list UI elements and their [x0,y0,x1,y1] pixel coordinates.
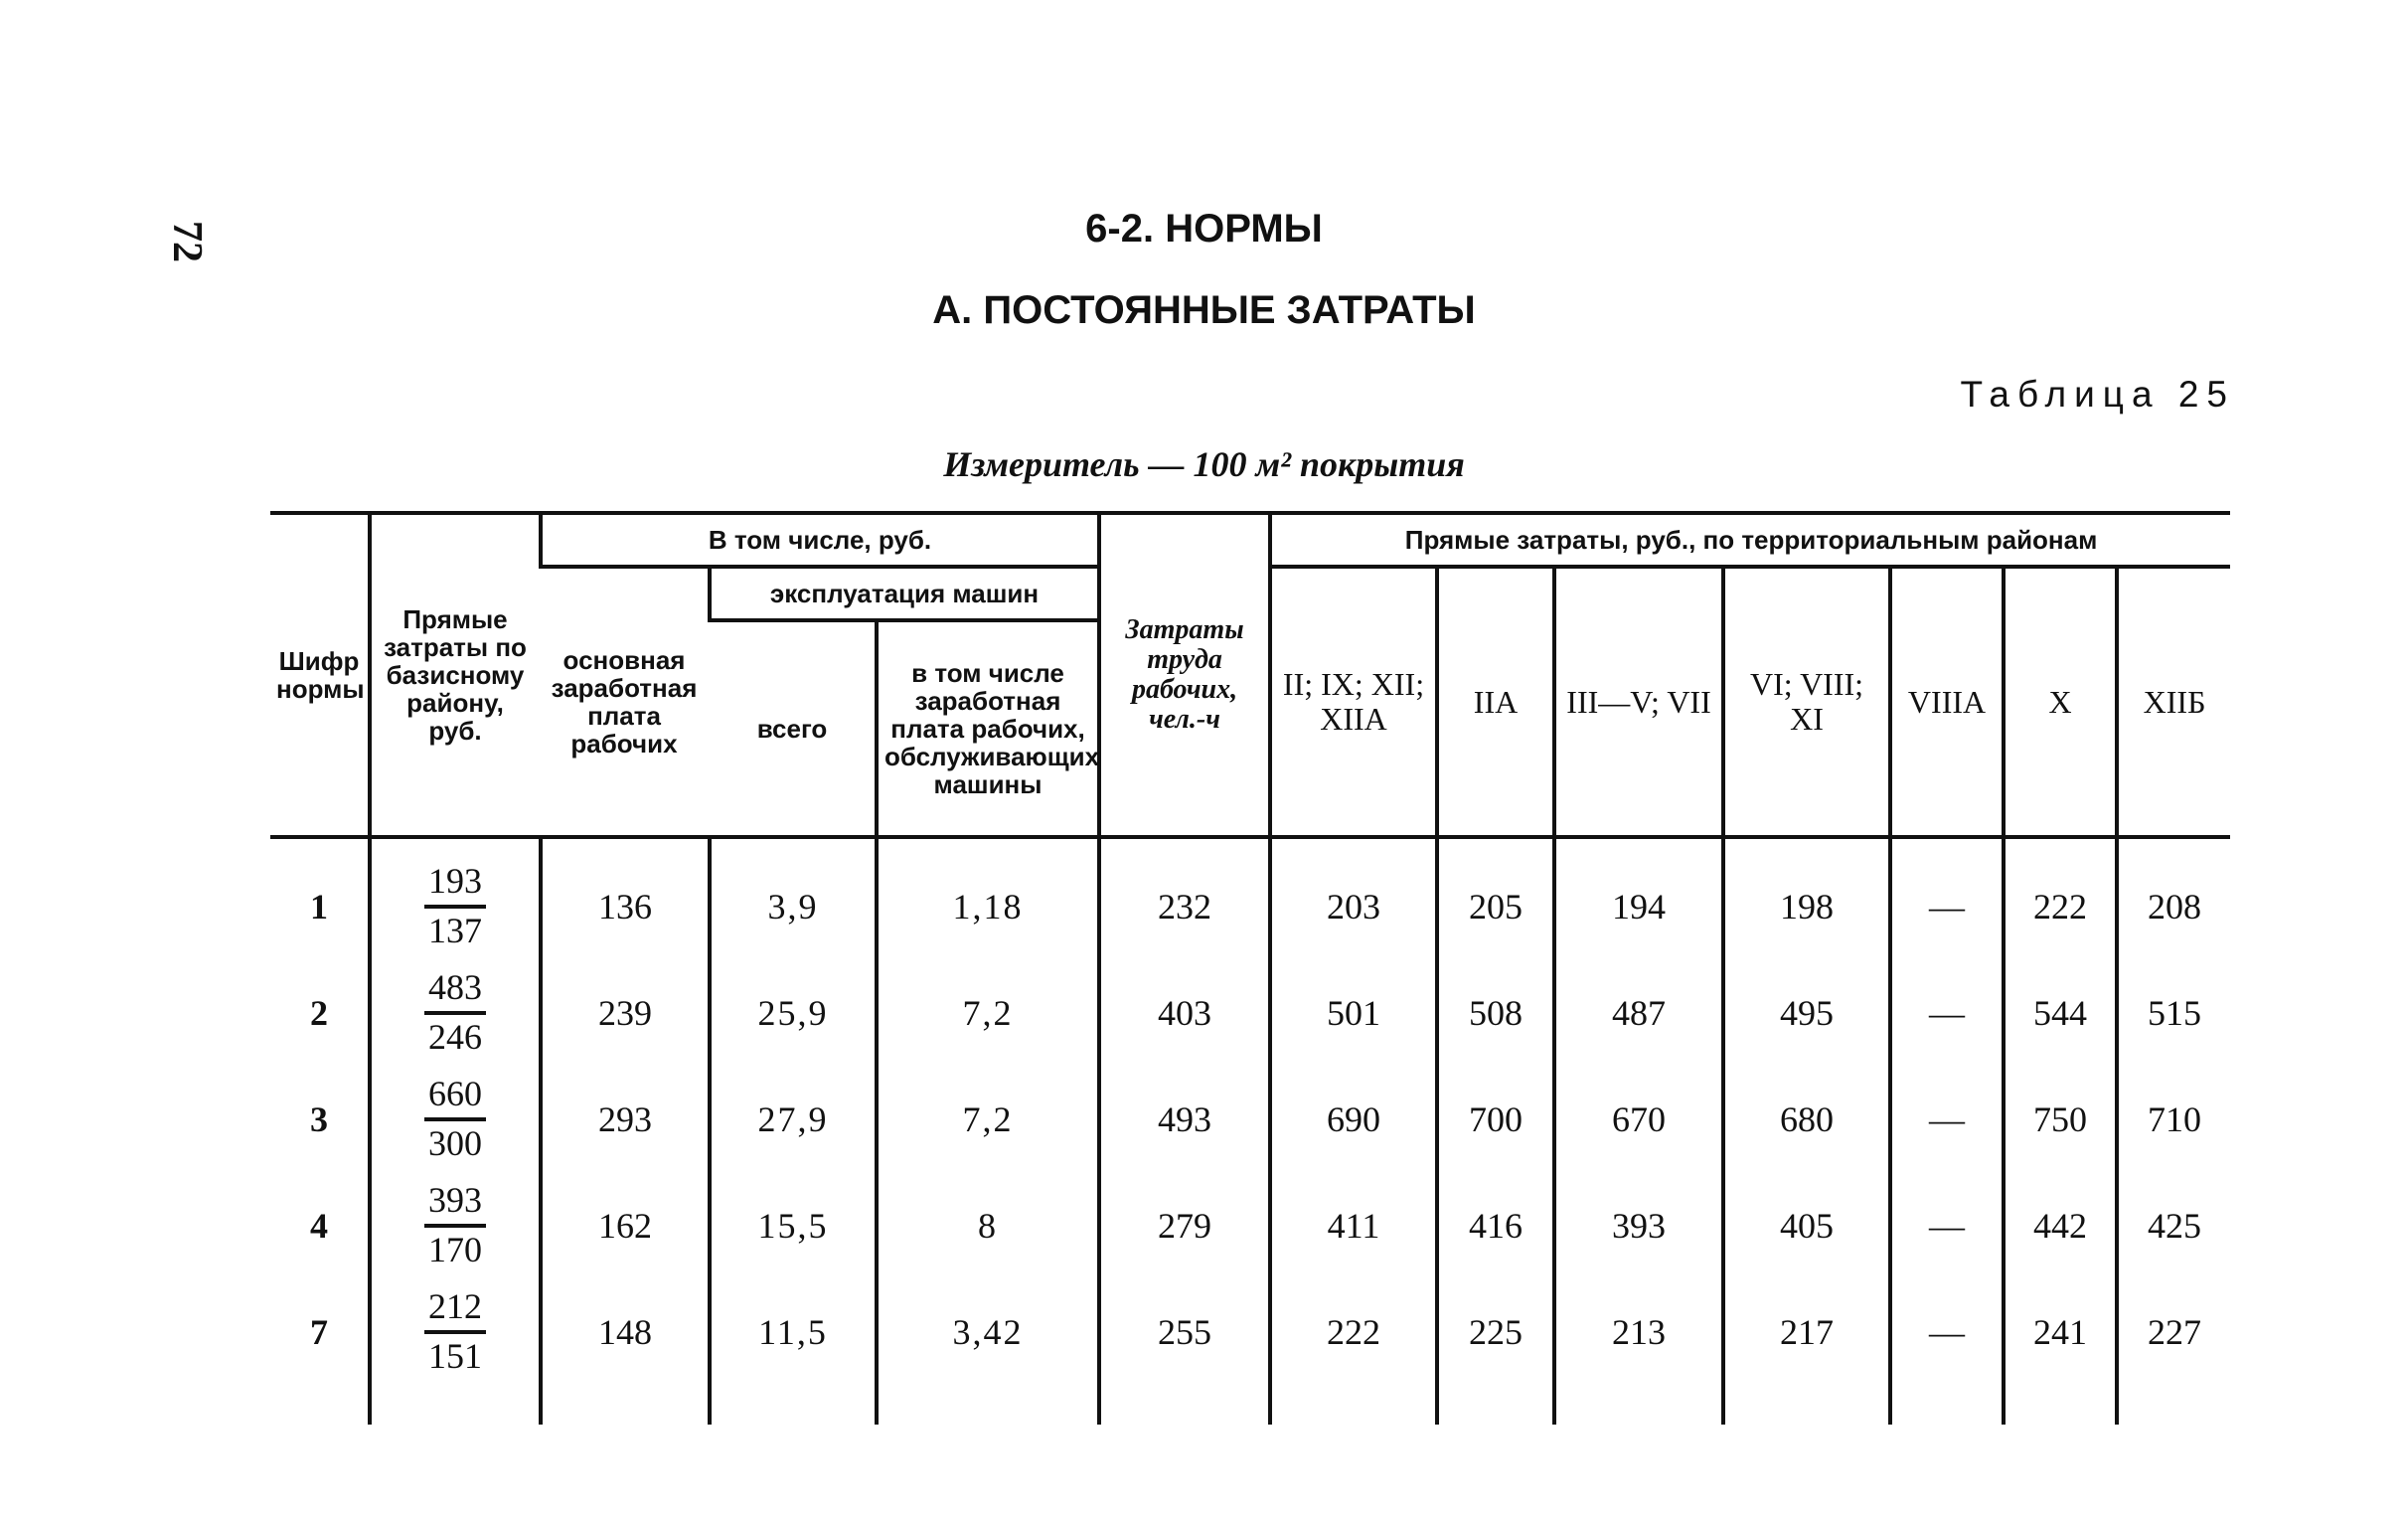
cell-region-5: — [1890,1172,2004,1278]
table-body [270,837,2230,1425]
cell-wage: 293 [541,1066,710,1172]
cell-region-2: 416 [1437,1172,1554,1278]
cell-region-1: 222 [1270,1278,1437,1385]
cell-region-3: 194 [1554,837,1723,959]
cell-code: 2 [310,992,328,1033]
direct-cost-fraction [424,967,486,1058]
cell-region-7: 208 [2117,837,2230,959]
cell-direct-base [370,837,541,959]
cell-machine-total: 3,9 [710,837,877,959]
header-region-1: II; IX; XII; XIIА [1270,567,1437,837]
table-row [270,1172,2230,1278]
norms-table-container [270,511,2230,1425]
direct-cost-total: 483 [424,967,486,1014]
cell-region-4: 680 [1723,1066,1890,1172]
unit-caption: Измеритель — 100 м² покрытия [943,444,1465,484]
cell-region-5: — [1890,1278,2004,1385]
spacer-cell [877,1385,1099,1425]
cell-direct-base [370,1066,541,1172]
direct-cost-wage-part: 246 [428,1016,482,1057]
header-incl-group: В том числе, руб. [541,513,1099,567]
table-label: Таблица 25 [1960,374,2235,415]
cell-region-7: 227 [2117,1278,2230,1385]
header-labor: Затраты труда рабочих, чел.-ч [1099,513,1270,837]
spacer-cell [1890,1385,2004,1425]
cell-region-1: 203 [1270,837,1437,959]
cell-region-1: 411 [1270,1172,1437,1278]
cell-region-1: 690 [1270,1066,1437,1172]
header-machine-group: эксплуатация машин [710,567,1099,620]
header-region-3: III—V; VII [1554,567,1723,837]
cell-region-5: — [1890,837,2004,959]
direct-cost-wage-part: 151 [428,1335,482,1376]
spacer-cell [1270,1385,1437,1425]
cell-machine-total: 11,5 [710,1278,877,1385]
direct-cost-total: 393 [424,1180,486,1227]
direct-cost-total: 193 [424,861,486,908]
direct-cost-fraction [424,1074,486,1164]
cell-machine-wage: 8 [877,1172,1099,1278]
cell-machine-total: 27,9 [710,1066,877,1172]
cell-machine-wage: 3,42 [877,1278,1099,1385]
direct-cost-wage-part: 170 [428,1229,482,1269]
cell-machine-total: 25,9 [710,959,877,1066]
cell-direct-base [370,1172,541,1278]
cell-region-6: 222 [2004,837,2117,959]
cell-labor: 279 [1099,1172,1270,1278]
cell-code: 3 [310,1098,328,1139]
direct-cost-wage-part: 137 [428,910,482,950]
cell-region-6: 442 [2004,1172,2117,1278]
cell-region-2: 205 [1437,837,1554,959]
page-number: 72 [164,221,210,262]
header-machine-total: всего [710,620,877,837]
cell-labor: 403 [1099,959,1270,1066]
cell-region-5: — [1890,1066,2004,1172]
spacer-cell [541,1385,710,1425]
norms-table [270,511,2230,1425]
header-region-4: VI; VIII; XI [1723,567,1890,837]
spacer-cell [2004,1385,2117,1425]
cell-region-3: 213 [1554,1278,1723,1385]
header-region-6: X [2004,567,2117,837]
header-machine-wage: в том числе заработная плата рабочих, обслуживающих машины [877,620,1099,837]
spacer-cell [1554,1385,1723,1425]
cell-machine-wage: 7,2 [877,959,1099,1066]
section-title: 6-2. НОРМЫ [1085,207,1323,251]
direct-cost-wage-part: 300 [428,1122,482,1163]
cell-region-3: 670 [1554,1066,1723,1172]
header-region-7: XIIБ [2117,567,2230,837]
cell-region-4: 217 [1723,1278,1890,1385]
cell-wage: 239 [541,959,710,1066]
cell-region-3: 487 [1554,959,1723,1066]
cell-region-4: 405 [1723,1172,1890,1278]
table-row [270,837,2230,959]
spacer-cell [1437,1385,1554,1425]
cell-region-2: 508 [1437,959,1554,1066]
cell-wage: 148 [541,1278,710,1385]
cell-direct-base [370,1278,541,1385]
cell-labor: 255 [1099,1278,1270,1385]
cell-region-7: 515 [2117,959,2230,1066]
cell-wage: 136 [541,837,710,959]
direct-cost-fraction [424,861,486,951]
table-row [270,1066,2230,1172]
spacer-cell [1723,1385,1890,1425]
cell-region-6: 241 [2004,1278,2117,1385]
cell-labor: 232 [1099,837,1270,959]
cell-direct-base [370,959,541,1066]
section-subtitle: А. ПОСТОЯННЫЕ ЗАТРАТЫ [932,288,1476,332]
direct-cost-total: 212 [424,1286,486,1333]
cell-region-4: 495 [1723,959,1890,1066]
cell-region-5: — [1890,959,2004,1066]
direct-cost-total: 660 [424,1074,486,1120]
cell-machine-wage: 7,2 [877,1066,1099,1172]
direct-cost-fraction [424,1180,486,1270]
cell-region-6: 750 [2004,1066,2117,1172]
cell-code: 4 [310,1205,328,1246]
cell-region-2: 225 [1437,1278,1554,1385]
cell-region-2: 700 [1437,1066,1554,1172]
cell-region-7: 710 [2117,1066,2230,1172]
cell-region-7: 425 [2117,1172,2230,1278]
cell-machine-total: 15,5 [710,1172,877,1278]
spacer-cell [710,1385,877,1425]
spacer-cell [1099,1385,1270,1425]
spacer-cell [370,1385,541,1425]
table-header [270,513,2230,837]
header-region-5: VIIIА [1890,567,2004,837]
cell-region-4: 198 [1723,837,1890,959]
table-row [270,1278,2230,1385]
cell-machine-wage: 1,18 [877,837,1099,959]
cell-labor: 493 [1099,1066,1270,1172]
table-row [270,959,2230,1066]
header-regions-group: Прямые затраты, руб., по территориальным районам [1270,513,2230,567]
direct-cost-fraction [424,1286,486,1377]
cell-wage: 162 [541,1172,710,1278]
header-wage: основная заработная плата рабочих [541,567,710,837]
cell-region-1: 501 [1270,959,1437,1066]
cell-region-6: 544 [2004,959,2117,1066]
header-region-2: IIА [1437,567,1554,837]
cell-region-3: 393 [1554,1172,1723,1278]
table-bottom-spacer [270,1385,2230,1425]
header-direct-base: Прямые затраты по базисному району, руб. [370,513,541,837]
cell-code: 1 [310,886,328,927]
header-code: Шифр нормы [270,513,370,837]
spacer-cell [270,1385,370,1425]
cell-code: 7 [310,1311,328,1352]
spacer-cell [2117,1385,2230,1425]
